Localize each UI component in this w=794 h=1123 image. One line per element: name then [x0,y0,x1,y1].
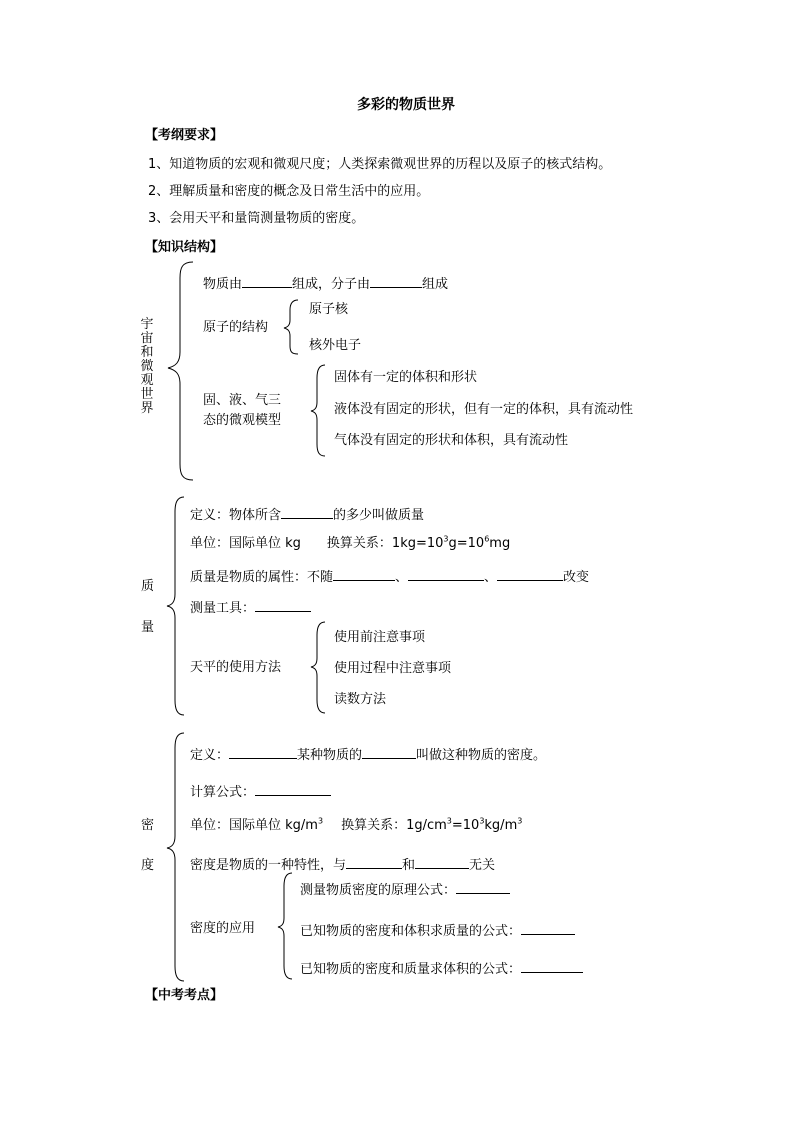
brace-mass [167,497,184,715]
brace-density-app [278,873,292,979]
states-label-line1: 固、液、气三 [203,393,282,408]
blank-mass-prop-3[interactable] [497,567,563,581]
blank-mass-prop-1[interactable] [333,567,395,581]
blank-mass-def[interactable] [281,505,333,519]
liquid-text: 液体没有固定的形状，但有一定的体积，具有流动性 [334,402,634,417]
blank-density-formula[interactable] [255,782,331,796]
blank-mass-tool[interactable] [255,598,311,612]
requirement-3: 3、会用天平和量筒测量物质的密度。 [148,211,365,226]
gas-text: 气体没有固定的形状和体积，具有流动性 [334,433,569,448]
mass-label-2: 量 [141,620,155,635]
universe-label: 宇宙和微观世界 [140,317,154,416]
blank-density-app-3[interactable] [521,959,583,973]
density-label-2: 度 [141,858,155,873]
blank-density-prop-2[interactable] [415,855,469,869]
blank-matter[interactable] [242,274,292,288]
density-app-principle: 测量物质密度的原理公式： [300,880,510,899]
solid-text: 固体有一定的体积和形状 [334,370,478,385]
electron-text: 核外电子 [309,338,362,353]
density-definition: 定义： 某种物质的 叫做这种物质的密度。 [190,745,546,764]
density-label-1: 密 [141,818,155,833]
blank-density-app-1[interactable] [456,880,510,894]
section-structure-heading: 【知识结构】 [145,240,224,255]
blank-density-prop-1[interactable] [346,855,402,869]
blank-density-def-1[interactable] [229,745,297,759]
mass-label-1: 质 [141,579,155,594]
balance-usage-label: 天平的使用方法 [190,660,282,675]
brace-universe [168,262,193,480]
section-syllabus-heading: 【考纲要求】 [145,128,224,143]
balance-before-text: 使用前注意事项 [334,630,426,645]
density-property: 密度是物质的一种特性，与 和 无关 [190,855,495,874]
nucleus-text: 原子核 [309,302,349,317]
page-title: 多彩的物质世界 [357,97,455,113]
density-app-volume: 已知物质的密度和质量求体积的公式： [300,959,583,978]
section-exam-heading: 【中考考点】 [145,988,224,1003]
blank-mass-prop-2[interactable] [408,567,484,581]
requirement-1: 1、知道物质的宏观和微观尺度；人类探索微观世界的历程以及原子的核式结构。 [148,157,612,172]
brace-states [311,365,325,456]
states-label-line2: 态的微观模型 [203,413,282,428]
brace-density [167,733,184,981]
balance-reading-text: 读数方法 [334,692,387,707]
mass-property: 质量是物质的属性：不随 、 、 改变 [190,567,589,586]
brace-balance [311,622,325,713]
atom-structure-label: 原子的结构 [203,320,269,335]
density-app-mass: 已知物质的密度和体积求质量的公式： [300,921,575,940]
density-application-label: 密度的应用 [190,921,256,936]
requirement-2: 2、理解质量和密度的概念及日常生活中的应用。 [148,184,430,199]
mass-tool: 测量工具： [190,598,311,617]
mass-definition: 定义：物体所含 的多少叫做质量 [190,505,424,524]
balance-during-text: 使用过程中注意事项 [334,661,452,676]
mass-unit: 单位：国际单位 kg 换算关系：$1kg=10^3g=10^6mg$ [190,534,511,551]
density-formula: 计算公式： [190,782,331,801]
blank-molecule[interactable] [370,274,422,288]
blank-density-app-2[interactable] [521,921,575,935]
blank-density-def-2[interactable] [362,745,416,759]
brace-atom [284,300,298,354]
density-unit: 单位：国际单位 $kg/m^3$ 换算关系：$1g/cm^3=10^3kg/m^3$ [190,816,523,833]
matter-composition: 物质由 组成，分子由 组成 [203,274,448,293]
